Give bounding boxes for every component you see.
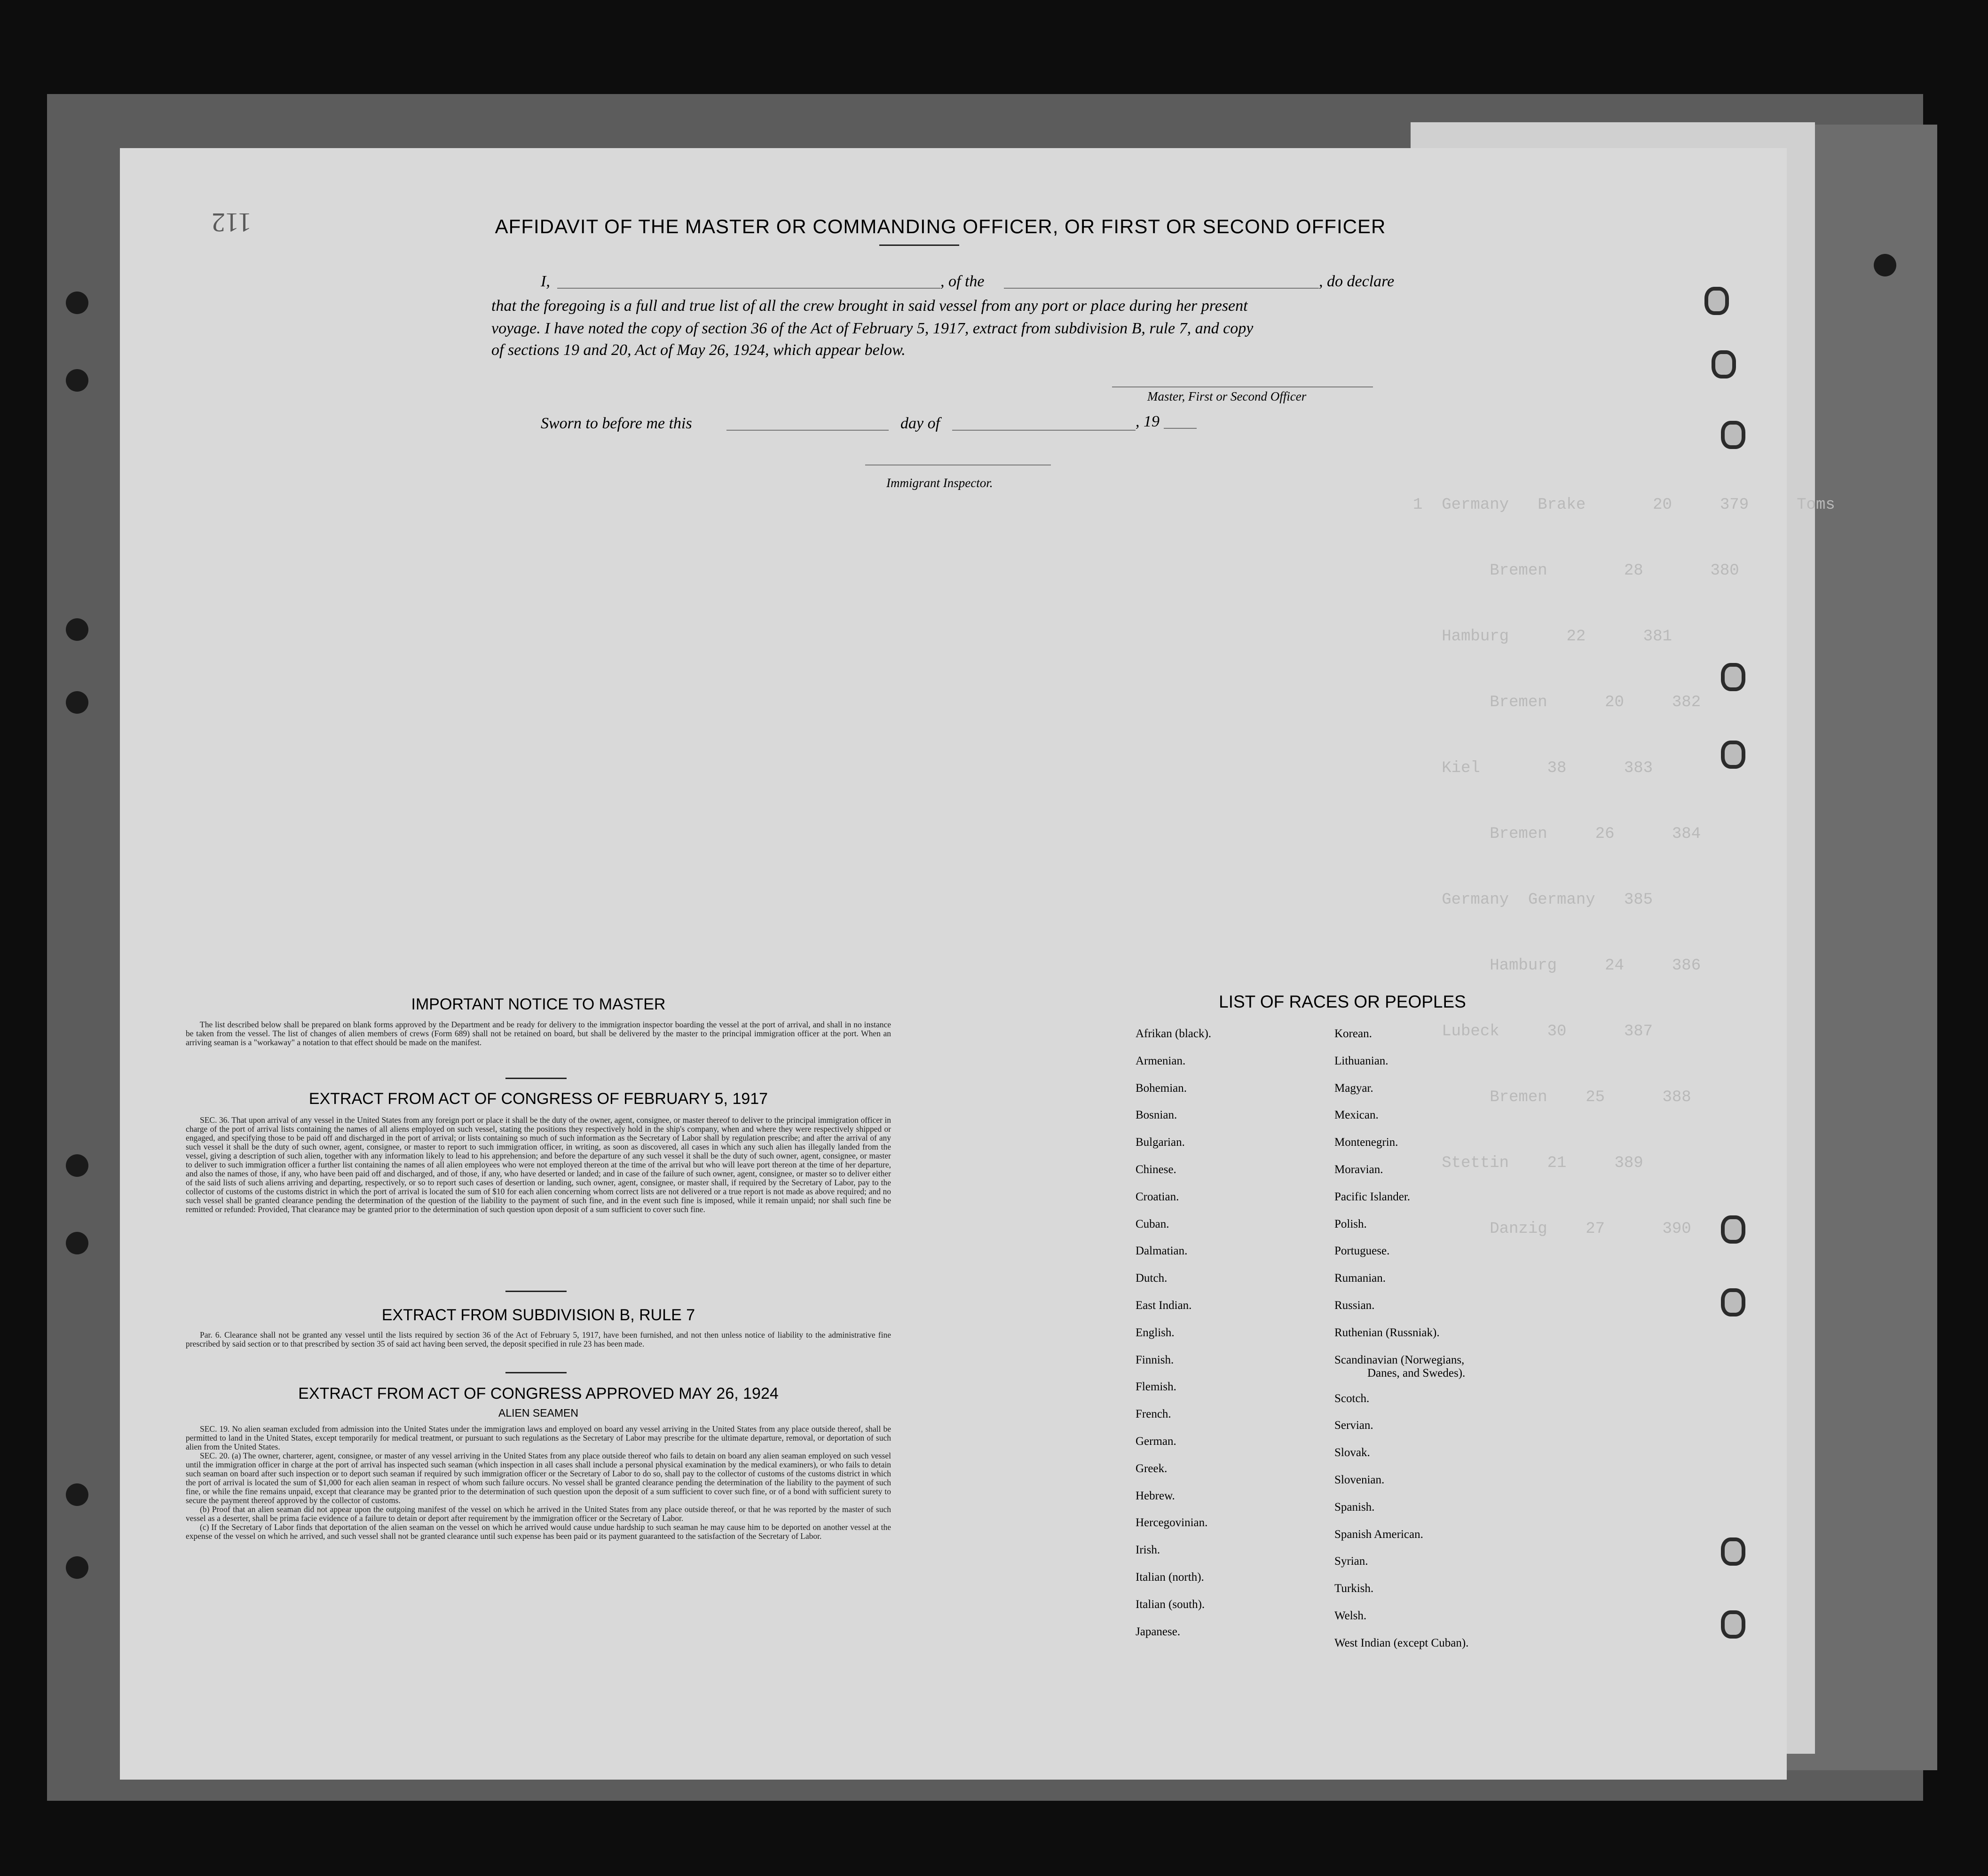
race-item: Portuguese.: [1334, 1245, 1390, 1258]
notice-title: IMPORTANT NOTICE TO MASTER: [411, 995, 666, 1013]
extract-rule7-title: EXTRACT FROM SUBDIVISION B, RULE 7: [381, 1306, 695, 1324]
races-right-column: [1334, 1027, 1468, 1664]
sec-20b-paragraph: (b) Proof that an alien seaman did not appear upon the outgoing manifest of the vessel on which he arrived in the United States from any place outside thereof, or that he was reported by the master of such vessel as a deserter, shall be prima facie evidence of a failure to detain or deport after requirement by the immigration officer or the Secretary of Labor.: [186, 1505, 891, 1523]
bleed-through-text: Lubeck 30 387: [1413, 1023, 1653, 1040]
race-item: Irish.: [1136, 1544, 1160, 1557]
year-blank: [1164, 428, 1197, 429]
section-rule: [505, 1291, 567, 1292]
declaration-line-4: of sections 19 and 20, Act of May 26, 1924, which appear below.: [491, 341, 906, 359]
race-item: Dalmatian.: [1136, 1245, 1188, 1258]
bleed-through-text: Bremen 28 380: [1413, 562, 1739, 580]
sworn-text: Sworn to before me this: [541, 415, 692, 432]
race-item: Croatian.: [1136, 1190, 1179, 1203]
bleed-through-text: Bremen 25 388: [1413, 1088, 1691, 1106]
race-item: Dutch.: [1136, 1272, 1168, 1285]
race-item: Polish.: [1334, 1217, 1367, 1230]
race-item: Spanish American.: [1334, 1528, 1423, 1541]
race-item: Syrian.: [1334, 1555, 1368, 1568]
affidavit-title: AFFIDAVIT OF THE MASTER OR COMMANDING OFFICER, OR FIRST OR SECOND OFFICER: [495, 215, 1386, 237]
race-item: Bosnian.: [1136, 1109, 1177, 1122]
race-item-scandinavian: [1334, 1354, 1468, 1392]
races-title: LIST OF RACES OR PEOPLES: [1219, 992, 1466, 1011]
race-item: Mexican.: [1334, 1109, 1379, 1122]
race-item: Bulgarian.: [1136, 1136, 1185, 1149]
race-item: Cuban.: [1136, 1217, 1169, 1230]
binder-clip: [1721, 741, 1745, 769]
race-item-text: Scandinavian (Norwegians,: [1334, 1353, 1465, 1366]
declaration-line-3: voyage. I have noted the copy of section 36 of the Act of February 5, 1917, extract from subdivision B, rule 7, and copy: [491, 320, 1254, 337]
binder-clip: [1712, 350, 1736, 378]
race-item-continuation: Danes, and Swedes).: [1367, 1366, 1466, 1379]
race-item: Spanish.: [1334, 1500, 1375, 1513]
race-item: Japanese.: [1136, 1625, 1181, 1638]
races-left-column: [1136, 1027, 1211, 1652]
race-item: Italian (south).: [1136, 1598, 1205, 1611]
declaration-of-the: , of the: [940, 273, 985, 290]
race-item: Italian (north).: [1136, 1570, 1204, 1584]
race-item: Slovenian.: [1334, 1473, 1385, 1486]
bleed-through-text: 1 Germany Brake 20 379 Toms: [1413, 496, 1835, 514]
race-item: German.: [1136, 1435, 1176, 1448]
race-item: East Indian.: [1136, 1299, 1192, 1312]
master-name-blank: [557, 288, 940, 289]
race-item: English.: [1136, 1326, 1175, 1339]
race-item: Finnish.: [1136, 1353, 1174, 1366]
race-item: Rumanian.: [1334, 1272, 1386, 1285]
sec-20a-paragraph: SEC. 20. (a) The owner, charterer, agent, consignee, or master of any vessel arriving in the United States from any place outside thereof who fails to detain on board any alien seaman employed on such vessel until the immigration officer in charge at the port of arrival has inspected such seaman (which inspection in all cases shall include a personal physical examination by the medical examiners), or who fails to detain such seaman on board after such inspection or to deport such seaman if required by such immigration officer or the Secretary of Labor to do so, shall pay to the collector of customs of the customs district in which the port of arrival is located the sum of $1,000 for each alien seaman in respect of whom such failure occurs. No vessel shall be granted clearance pending the determination of the liability to the payment of such fine, or while the fine remains unpaid, except that clearance may be granted prior to the determination of such question upon the deposit of a sum sufficient to cover such fine, or of a bond with sufficient surety to secure the payment thereof approved by the collector of customs.: [186, 1451, 891, 1505]
binder-clip: [1721, 1215, 1745, 1244]
race-item: Montenegrin.: [1334, 1136, 1398, 1149]
race-item: French.: [1136, 1408, 1171, 1421]
binder-hole: [66, 1556, 88, 1579]
race-item: Russian.: [1334, 1299, 1375, 1312]
bleed-through-text: Hamburg 22 381: [1413, 628, 1672, 646]
race-item: Pacific Islander.: [1334, 1190, 1411, 1203]
section-rule: [505, 1372, 567, 1373]
race-item: Lithuanian.: [1334, 1054, 1388, 1067]
binder-clip: [1704, 287, 1729, 315]
sec-36-paragraph: SEC. 36. That upon arrival of any vessel in the United States from any foreign port or place it shall be the duty of the owner, agent, consignee, or master thereof to deliver to the principal immigration officer in charge of the port of arrival lists containing the names of all aliens employed on such vessel, stating the positions they respectively hold in the ship's company, when and where they were respectively shipped or engaged, and specifying those to be paid off and discharged in the port of arrival; or lists containing so much of such information as the Secretary of Labor shall by regulation prescribe; and after the arrival of any such vessel it shall be the duty of such owner, agent, consignee, or master to report to such immigration officer, in writing, as soon as discovered, all cases in which any such alien has illegally landed from the vessel, giving a description of such alien, together with any information likely to lead to his apprehension; and before the departure of any such vessel it shall be the duty of such owner, agent, consignee, or master to deliver to such immigration officer a further list containing the names of all alien employees who were not employed thereon at the time of the arrival but who will leave port thereon at the time of her departure, and also the names of those, if any, who have been paid off and discharged, and of those, if any, who have deserted or landed; and in case of the failure of such owner, agent, consignee, or master so to deliver either of the said lists of such aliens arriving and departing, respectively, or so to report such cases of desertion or landing, such owner, agent, consignee, or master shall, if required by the Secretary of Labor, pay to the collector of customs of the customs district in which the port of arrival is located the sum of $10 for each alien concerning whom correct lists are not delivered or a true report is not made as above required; and no such vessel shall be granted clearance pending the determination of the question of the liability to the payment of such fine, and in the event such fine is imposed, while it remain unpaid; nor shall such fine be remitted or refunded: Provided, That clearance may be granted prior to the determination of such question upon deposit of a sum sufficient to cover such fine.: [186, 1115, 891, 1214]
race-item: Bohemian.: [1136, 1081, 1187, 1095]
binder-hole: [66, 1154, 88, 1177]
binder-hole: [66, 618, 88, 641]
bleed-through-text: Danzig 27 390: [1413, 1220, 1691, 1238]
race-item: Slovak.: [1334, 1446, 1370, 1459]
race-item: Moravian.: [1334, 1163, 1383, 1176]
declaration-line-2: that the foregoing is a full and true list of all the crew brought in said vessel from any port or place during her present: [491, 297, 1248, 315]
sworn-month-blank: [952, 430, 1136, 431]
extract-1917-title: EXTRACT FROM ACT OF CONGRESS OF FEBRUARY 5, 1917: [308, 1090, 768, 1108]
inspector-caption: Immigrant Inspector.: [886, 476, 993, 490]
extract-1924-title: EXTRACT FROM ACT OF CONGRESS APPROVED MAY 26, 1924: [298, 1385, 779, 1403]
declaration-do-declare: , do declare: [1319, 273, 1395, 290]
signature-line: [1112, 386, 1373, 387]
notice-paragraph: The list described below shall be prepared on blank forms approved by the Department and be ready for delivery to the immigration inspector boarding the vessel at the port of arrival, and shall in no instance be taken from the vessel. The list of changes of alien members of crews (Form 689) shall not be retained on board, but shall be delivered by the master to the principal immigration officer at the port. When an arriving seaman is a "workaway" a notation to that effect should be made on the manifest.: [186, 1020, 891, 1047]
race-item: Flemish.: [1136, 1380, 1176, 1394]
race-item: Afrikan (black).: [1136, 1027, 1212, 1040]
binder-clip: [1721, 1288, 1745, 1316]
day-of-text: day of: [900, 415, 940, 432]
signature-caption: Master, First or Second Officer: [1147, 389, 1307, 403]
binder-hole: [66, 1232, 88, 1254]
bleed-through-text: Bremen 26 384: [1413, 825, 1701, 843]
binder-clip: [1721, 663, 1745, 691]
page-number: 112: [212, 207, 252, 238]
race-item: Magyar.: [1334, 1081, 1373, 1095]
extract-1917-body: [186, 1116, 891, 1214]
section-rule: [505, 1078, 567, 1079]
binder-hole: [66, 369, 88, 392]
binder-hole: [66, 691, 88, 714]
race-item: Ruthenian (Russniak).: [1334, 1326, 1440, 1339]
declaration-i: I,: [541, 273, 550, 290]
race-item: Greek.: [1136, 1462, 1168, 1475]
title-rule: [879, 244, 959, 246]
vessel-name-blank: [1004, 288, 1319, 289]
par-6-paragraph: Par. 6. Clearance shall not be granted any vessel until the lists required by section 36 of the Act of February 5, 1917, have been furnished, and not then unless notice of liability to the administrative fine prescribed by said section or to that prescribed by section 35 of said act having been served, the deposit specified in rule 23 has been made.: [186, 1330, 891, 1348]
alien-seamen-subtitle: ALIEN SEAMEN: [498, 1407, 578, 1419]
extract-rule7-body: [186, 1331, 891, 1348]
race-item: West Indian (except Cuban).: [1334, 1636, 1469, 1649]
race-item: Chinese.: [1136, 1163, 1176, 1176]
race-item: Welsh.: [1334, 1609, 1367, 1622]
sec-20c-paragraph: (c) If the Secretary of Labor finds that deportation of the alien seaman on the vessel on which he arrived would cause undue hardship to such seaman he may cause him to be deported on another vessel at the expense of the vessel on which he arrived, and such vessel shall not be granted clearance until such expense has been paid or its payment guaranteed to the satisfaction of the Secretary of Labor.: [186, 1522, 891, 1541]
binder-hole: [66, 292, 88, 314]
notice-body: [186, 1020, 891, 1047]
bleed-through-text: Hamburg 24 386: [1413, 957, 1701, 975]
race-item: Hebrew.: [1136, 1489, 1175, 1502]
bleed-through-text: Stettin 21 389: [1413, 1154, 1643, 1172]
race-item: Korean.: [1334, 1027, 1372, 1040]
year-text: , 19: [1136, 413, 1160, 430]
bleed-through-text: Germany Germany 385: [1413, 891, 1653, 909]
sec-19-paragraph: SEC. 19. No alien seaman excluded from admission into the United States under the immigration laws and employed on board any vessel arriving in the United States from any place outside thereof, shall be permitted to land in the United States, except temporarily for medical treatment, or pursuant to such regulations as the Secretary of Labor may prescribe for the ultimate departure, removal, or deportation of such alien from the United States.: [186, 1424, 891, 1451]
race-item: Turkish.: [1334, 1582, 1374, 1595]
binder-hole: [66, 1483, 88, 1506]
binder-clip: [1721, 1610, 1745, 1639]
race-item: Hercegovinian.: [1136, 1516, 1208, 1529]
bleed-through-text: Bremen 20 382: [1413, 694, 1701, 711]
binder-clip: [1721, 1537, 1745, 1566]
binder-hole: [1874, 254, 1896, 276]
race-item: Armenian.: [1136, 1054, 1186, 1067]
bleed-through-text: Kiel 38 383: [1413, 759, 1653, 777]
binder-clip: [1721, 421, 1745, 449]
race-item: Servian.: [1334, 1419, 1373, 1432]
sworn-day-blank: [726, 430, 889, 431]
race-item: Scotch.: [1334, 1392, 1370, 1405]
extract-1924-body: [186, 1425, 891, 1541]
